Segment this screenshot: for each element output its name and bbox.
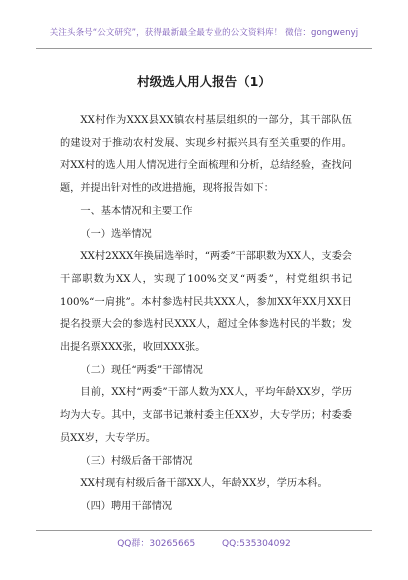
footer bbox=[0, 536, 408, 549]
page-title: 村级选人用人报告（1） bbox=[137, 74, 271, 89]
intro-paragraph: XX村作为XXX县XX镇农村基层组织的一部分，其干部队伍的建设对于推动农村发展、实现乡村振兴具有至关重要的作用。对XX村的选人用人情况进行全面梳理和分析，总结经验，查找问题，并提出针对性的改进措施，现将报告如下： bbox=[60, 115, 352, 195]
subsection-heading-hired-cadres: （四）聘用干部情况 bbox=[80, 500, 173, 512]
paragraph-reserve-cadres: XX村现有村级后备干部XX人，年龄XX岁，学历本科。 bbox=[80, 478, 328, 490]
subsection-heading-current-cadres: （二）现任“两委”干部情况 bbox=[80, 364, 203, 376]
footer-divider bbox=[36, 530, 372, 531]
subsection-heading-election: （一）选举情况 bbox=[80, 228, 152, 240]
paragraph-election: XX村2XXX年换届选举时，“两委”干部职数为XX人，支委会干部职数为XX人，实现了100%交叉“两委”，村党组织书记100%“一肩挑”。本村参选村民共XXX人，参加XX年XX月XX日提名投票大会的参选村民XXX人，超过全体参选村民的半数；发出提名票XXX张，收回XXX张。 bbox=[60, 251, 352, 354]
header-divider bbox=[36, 48, 372, 49]
section-heading: 一、基本情况和主要工作 bbox=[80, 205, 193, 217]
paragraph-current-cadres: 目前，XX村“两委”干部人数为XX人，平均年龄XX岁，学历均为大专。其中，支部书记兼村委主任XX岁，大专学历；村委委员XX岁，大专学历。 bbox=[60, 387, 352, 444]
subsection-heading-reserve-cadres: （三）村级后备干部情况 bbox=[80, 455, 193, 467]
header-banner: 关注头条号“公文研究”，获得最新最全最专业的公文资料库！ 微信：gongwenyj bbox=[49, 28, 359, 38]
footer-qq-group: QQ群：30265665 bbox=[117, 539, 196, 549]
footer-qq-contact: QQ:535304092 bbox=[222, 539, 291, 549]
document-body bbox=[60, 110, 352, 519]
